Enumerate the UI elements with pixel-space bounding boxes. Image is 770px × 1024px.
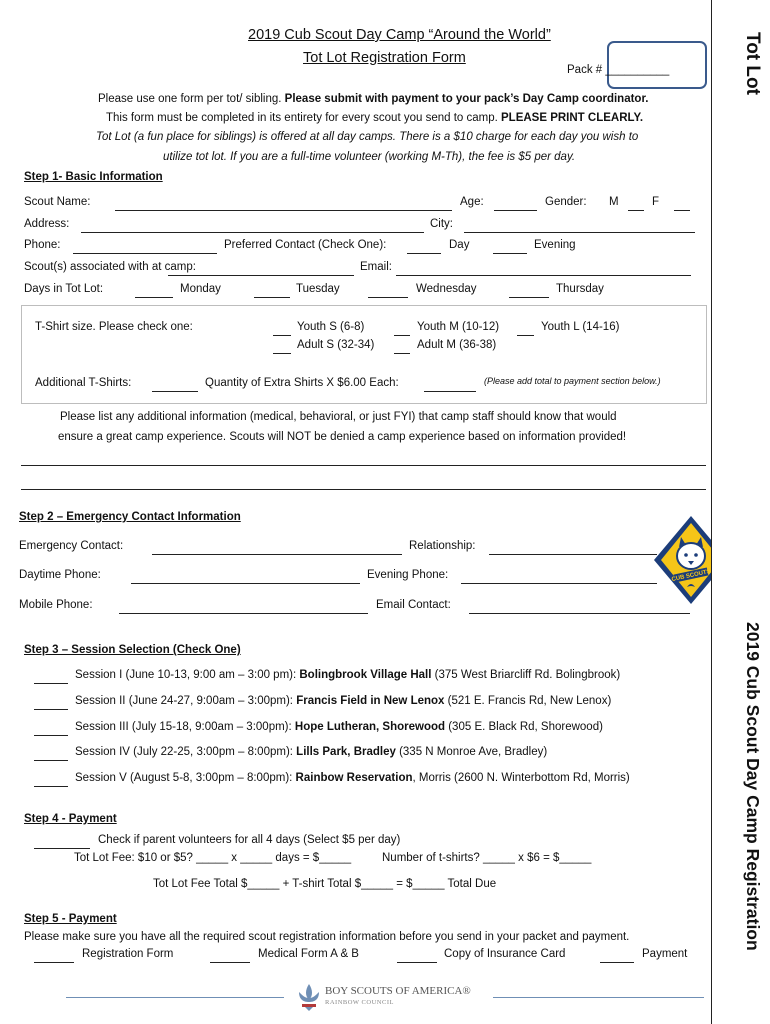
tshirt-payment-note: (Please add total to payment section below.) bbox=[484, 376, 661, 386]
monday-label: Monday bbox=[180, 283, 221, 295]
intro-line-4: utilize tot lot. If you are a full-time volunteer (working M-Th), the fee is $5 per day. bbox=[163, 151, 576, 163]
scout-name-field[interactable] bbox=[115, 210, 452, 211]
intro-line-3: Tot Lot (a fun place for siblings) is offered at all day camps. There is a $10 charge for each day you wish to bbox=[96, 131, 639, 143]
registration-form-label: Registration Form bbox=[82, 948, 174, 960]
additional-tshirts-label: Additional T-Shirts: bbox=[35, 377, 132, 389]
thursday-checkbox[interactable] bbox=[509, 297, 549, 298]
monday-checkbox[interactable] bbox=[135, 297, 173, 298]
extra-shirts-quantity-label: Quantity of Extra Shirts X $6.00 Each: bbox=[205, 377, 399, 389]
days-in-tot-lot-label: Days in Tot Lot: bbox=[24, 283, 104, 295]
payment-checkbox[interactable] bbox=[600, 962, 634, 963]
intro-line-2-text: This form must be completed in its entirety for every scout you send to camp. bbox=[106, 112, 501, 124]
gender-m-label: M bbox=[609, 196, 619, 208]
sidebar-tot-lot-label: Tot Lot bbox=[742, 32, 763, 95]
city-label: City: bbox=[430, 218, 453, 230]
extra-shirts-quantity-field[interactable] bbox=[424, 391, 476, 392]
session-3-label: Session III (July 15-18, 9:00am – 3:00pm): Hope Lutheran, Shorewood (305 E. Black Rd, Shorewood) bbox=[75, 721, 603, 733]
gender-f-checkbox[interactable] bbox=[674, 210, 690, 211]
contact-evening-checkbox[interactable] bbox=[493, 253, 527, 254]
step5-heading: Step 5 - Payment bbox=[24, 913, 117, 925]
phone-field[interactable] bbox=[73, 253, 217, 254]
session-3-checkbox[interactable] bbox=[34, 735, 68, 736]
daytime-phone-label: Daytime Phone: bbox=[19, 569, 101, 581]
mobile-phone-label: Mobile Phone: bbox=[19, 599, 93, 611]
tot-lot-fee-line[interactable]: Tot Lot Fee: $10 or $5? _____ x _____ days = $_____ bbox=[74, 852, 352, 864]
daytime-phone-field[interactable] bbox=[131, 583, 360, 584]
volunteer-label: Check if parent volunteers for all 4 days (Select $5 per day) bbox=[98, 834, 401, 846]
tuesday-checkbox[interactable] bbox=[254, 297, 290, 298]
youth-m-checkbox[interactable] bbox=[394, 335, 410, 336]
volunteer-checkbox[interactable] bbox=[34, 848, 90, 849]
age-field[interactable] bbox=[494, 210, 537, 211]
youth-l-label: Youth L (14-16) bbox=[541, 321, 620, 333]
adult-s-checkbox[interactable] bbox=[273, 353, 291, 354]
scout-name-label: Scout Name: bbox=[24, 196, 91, 208]
preferred-contact-label: Preferred Contact (Check One): bbox=[224, 239, 387, 251]
session-4-checkbox[interactable] bbox=[34, 760, 68, 761]
contact-evening-label: Evening bbox=[534, 239, 576, 251]
logo-text: CUB SCOUTS bbox=[671, 568, 712, 584]
pack-number-value: __________ bbox=[605, 64, 670, 76]
step2-heading: Step 2 – Emergency Contact Information bbox=[19, 511, 241, 523]
wolf-head-icon bbox=[677, 543, 705, 569]
youth-l-checkbox[interactable] bbox=[517, 335, 534, 336]
wolf-eye-left-icon bbox=[684, 553, 688, 557]
additional-info-line-1: Please list any additional information (medical, behavioral, or just FYI) that camp staff should know that would bbox=[60, 411, 617, 423]
intro-line-2-bold: PLEASE PRINT CLEARLY. bbox=[501, 112, 644, 124]
gender-m-checkbox[interactable] bbox=[628, 210, 644, 211]
gender-label: Gender: bbox=[545, 196, 587, 208]
youth-s-checkbox[interactable] bbox=[273, 335, 291, 336]
scouts-associated-label: Scout(s) associated with at camp: bbox=[24, 261, 196, 273]
footer-council-name: RAINBOW COUNCIL bbox=[325, 999, 394, 1006]
medical-form-label: Medical Form A & B bbox=[258, 948, 359, 960]
sidebar-registration-label: 2019 Cub Scout Day Camp Registration bbox=[743, 622, 763, 951]
youth-m-label: Youth M (10-12) bbox=[417, 321, 500, 333]
adult-m-label: Adult M (36-38) bbox=[417, 339, 497, 351]
total-due-line[interactable]: Tot Lot Fee Total $_____ + T-shirt Total $_____ = $_____ Total Due bbox=[153, 878, 497, 890]
footer-rule-right bbox=[493, 997, 704, 998]
session-1-label: Session I (June 10-13, 9:00 am – 3:00 pm): Bolingbrook Village Hall (375 West Briarcliff Rd. Bolingbrook) bbox=[75, 669, 621, 681]
age-label: Age: bbox=[460, 196, 484, 208]
step5-instructions: Please make sure you have all the required scout registration information before you send in your packet and payment. bbox=[24, 931, 630, 943]
form-title: 2019 Cub Scout Day Camp “Around the World” bbox=[248, 27, 551, 43]
relationship-field[interactable] bbox=[489, 554, 657, 555]
evening-phone-label: Evening Phone: bbox=[367, 569, 449, 581]
session-2-checkbox[interactable] bbox=[34, 709, 68, 710]
relationship-label: Relationship: bbox=[409, 540, 476, 552]
footer-org-name: BOY SCOUTS OF AMERICA® bbox=[325, 985, 471, 997]
youth-s-label: Youth S (6-8) bbox=[297, 321, 365, 333]
session-5-label: Session V (August 5-8, 3:00pm – 8:00pm): Rainbow Reservation, Morris (2600 N. Winterbottom Rd, Morris) bbox=[75, 772, 630, 784]
pack-number-label: Pack # bbox=[567, 64, 603, 76]
tuesday-label: Tuesday bbox=[296, 283, 340, 295]
wednesday-label: Wednesday bbox=[416, 283, 477, 295]
email-contact-field[interactable] bbox=[469, 613, 690, 614]
mobile-phone-field[interactable] bbox=[119, 613, 368, 614]
additional-tshirts-field[interactable] bbox=[152, 391, 198, 392]
step4-heading: Step 4 - Payment bbox=[24, 813, 117, 825]
medical-form-checkbox[interactable] bbox=[210, 962, 250, 963]
session-5-checkbox[interactable] bbox=[34, 786, 68, 787]
additional-info-line-2: ensure a great camp experience. Scouts will NOT be denied a camp experience based on information provided! bbox=[58, 431, 627, 443]
step3-heading: Step 3 – Session Selection (Check One) bbox=[24, 644, 241, 656]
contact-day-label: Day bbox=[449, 239, 470, 251]
step1-heading: Step 1- Basic Information bbox=[24, 171, 163, 183]
evening-phone-field[interactable] bbox=[461, 583, 657, 584]
emergency-contact-field[interactable] bbox=[152, 554, 402, 555]
wednesday-checkbox[interactable] bbox=[368, 297, 408, 298]
additional-info-field-2[interactable] bbox=[21, 489, 706, 490]
registration-form-checkbox[interactable] bbox=[34, 962, 74, 963]
tshirt-section bbox=[21, 305, 707, 404]
intro-line-1 bbox=[98, 93, 649, 105]
tshirt-count-line[interactable]: Number of t-shirts? _____ x $6 = $_____ bbox=[382, 852, 592, 864]
gender-f-label: F bbox=[652, 196, 660, 208]
thursday-label: Thursday bbox=[556, 283, 604, 295]
address-label: Address: bbox=[24, 218, 70, 230]
email-contact-label: Email Contact: bbox=[376, 599, 451, 611]
contact-day-checkbox[interactable] bbox=[407, 253, 441, 254]
scouts-associated-field[interactable] bbox=[168, 275, 354, 276]
insurance-card-checkbox[interactable] bbox=[397, 962, 437, 963]
adult-m-checkbox[interactable] bbox=[394, 353, 410, 354]
sidebar bbox=[711, 0, 770, 1024]
city-field[interactable] bbox=[464, 232, 695, 233]
session-2-label: Session II (June 24-27, 9:00am – 3:00pm): Francis Field in New Lenox (521 E. Francis Rd, New Lenox) bbox=[75, 695, 612, 707]
address-field[interactable] bbox=[81, 232, 424, 233]
phone-label: Phone: bbox=[24, 239, 61, 251]
form-subtitle: Tot Lot Registration Form bbox=[303, 50, 466, 66]
intro-line-1-bold: Please submit with payment to your pack’s Day Camp coordinator. bbox=[284, 93, 649, 105]
email-field[interactable] bbox=[396, 275, 691, 276]
payment-label: Payment bbox=[642, 948, 688, 960]
insurance-card-label: Copy of Insurance Card bbox=[444, 948, 566, 960]
intro-line-1-text: Please use one form per tot/ sibling. bbox=[98, 93, 285, 105]
emergency-contact-label: Emergency Contact: bbox=[19, 540, 124, 552]
intro-line-2 bbox=[106, 112, 643, 124]
wolf-eye-right-icon bbox=[694, 553, 698, 557]
additional-info-field-1[interactable] bbox=[21, 465, 706, 466]
tshirt-size-label: T-Shirt size. Please check one: bbox=[35, 321, 193, 333]
email-label: Email: bbox=[360, 261, 392, 273]
adult-s-label: Adult S (32-34) bbox=[297, 339, 375, 351]
bsa-emblem-icon bbox=[296, 982, 322, 1012]
footer-rule-left bbox=[66, 997, 284, 998]
pack-number-field[interactable] bbox=[567, 64, 669, 76]
session-1-checkbox[interactable] bbox=[34, 683, 68, 684]
session-4-label: Session IV (July 22-25, 3:00pm – 8:00pm): Lills Park, Bradley (335 N Monroe Ave, Bradley) bbox=[75, 746, 548, 758]
